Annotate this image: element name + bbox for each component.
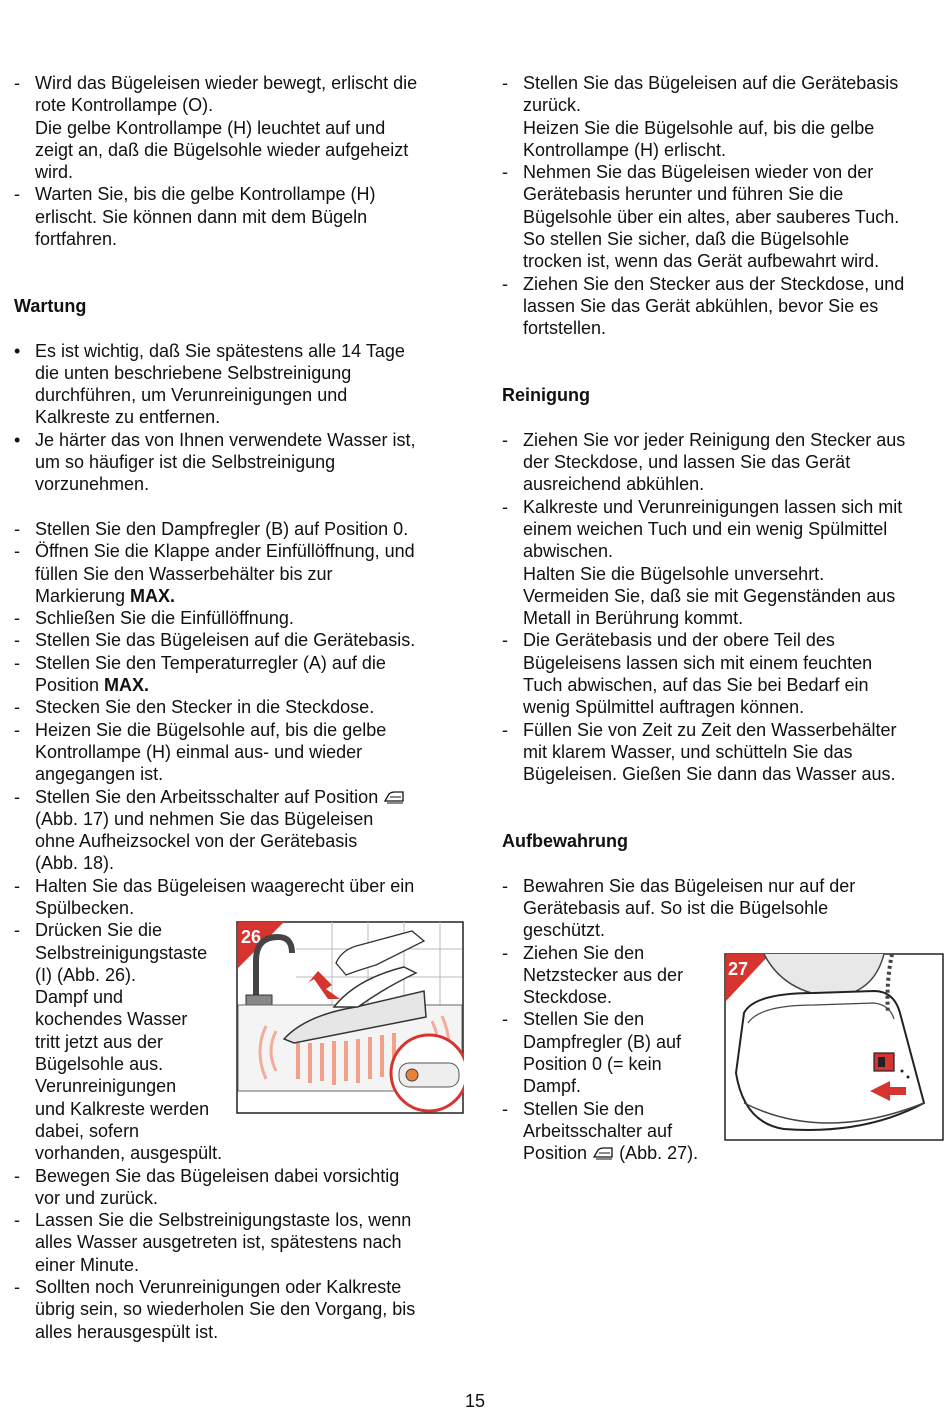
section-heading-aufbewahrung: Aufbewahrung [502,831,628,852]
page-number: 15 [464,1391,486,1411]
text-line: lassen Sie das Gerät abkühlen, bevor Sie es [523,295,879,316]
dash-marker: - [502,1009,508,1030]
text-line: Selbstreinigungstaste [35,942,208,963]
bold-text: MAX. [104,675,150,696]
text-span: Position [523,1143,588,1164]
dash-marker: - [502,630,508,651]
text-line: dabei, sofern [35,1120,140,1141]
list-item [14,875,472,920]
list-item [502,875,946,942]
list-item [14,1276,472,1343]
text-line: Metall in Berührung kommt. [523,608,744,629]
text-line: Drücken Sie die [35,920,163,941]
dash-marker: - [14,518,20,539]
text-line: die unten beschriebene Selbstreinigung [35,362,352,383]
text-line: Füllen Sie von Zeit zu Zeit den Wasserbehälter [523,719,897,740]
text-line: Bügeleisen. Gießen Sie dann das Wasser aus. [523,764,896,785]
text-line: übrig sein, so wiederholen Sie den Vorgang, bis [35,1299,416,1320]
text-line: Ziehen Sie den [523,942,645,963]
bullet-marker: • [14,340,21,361]
text-line: zeigt an, daß die Bügelsohle wieder aufgeheizt [35,139,409,160]
text-line: Die gelbe Kontrollampe (H) leuchtet auf und [35,117,386,138]
text-line [35,786,472,808]
text-line: wird. [35,162,74,183]
dash-marker: - [14,184,20,205]
text-line: ausreichend abkühlen. [523,474,705,495]
text-line: (Abb. 18). [35,853,115,874]
text-line: Heizen Sie die Bügelsohle auf, bis die gelbe [523,117,875,138]
dash-marker: - [14,652,20,673]
left-column [14,72,472,1343]
list-item [14,1209,472,1276]
dash-marker: - [14,73,20,93]
text-line: Stellen Sie den Temperaturregler (A) auf die [35,652,386,673]
figure-27-number: 27 [728,959,749,979]
text-line: füllen Sie den Wasserbehälter bis zur [35,563,333,584]
dash-marker: - [502,429,508,450]
text-line: Kontrollampe (H) einmal aus- und wieder [35,741,363,762]
text-line: Vermeiden Sie, daß sie mit Gegenständen aus [523,585,896,606]
list-item [14,607,472,629]
text-line: Bügelsohle aus. [35,1054,164,1075]
dash-marker: - [502,875,508,896]
text-line: Warten Sie, bis die gelbe Kontrollampe (H) [35,184,376,205]
dash-marker: - [14,541,20,562]
dash-marker: - [14,786,20,807]
text-line: fortfahren. [35,229,118,250]
text-line: Arbeitsschalter auf [523,1120,673,1141]
text-line: fortstellen. [523,318,607,339]
text-line: trocken ist, wenn das Gerät aufbewahrt wird. [523,251,880,272]
dash-marker: - [14,875,20,896]
text-line: Je härter das von Ihnen verwendete Wasser ist, [35,429,416,450]
text-line: Steckdose. [523,987,613,1008]
text-line: Netzstecker aus der [523,964,684,985]
text-line: abwischen. [523,541,614,562]
text-line: Bügeleisens lassen sich mit einem feuchten [523,652,873,673]
dash-marker: - [502,162,508,183]
text-line [523,1142,946,1164]
text-line: Ziehen Sie den Stecker aus der Steckdose, und [523,273,905,294]
text-line [35,585,472,607]
text-line: Sollten noch Verunreinigungen oder Kalkreste [35,1277,402,1298]
text-line: Spülbecken. [35,897,135,918]
text-line: Dampf. [523,1076,582,1097]
section-heading-wartung: Wartung [14,295,87,316]
text-line: Halten Sie das Bügeleisen waagerecht über ein [35,875,415,896]
text-line: erlischt. Sie können dann mit dem Bügeln [35,206,368,227]
list-item [502,496,946,630]
text-line: Verunreinigungen [35,1076,177,1097]
text-line: vorzunehmen. [35,474,150,495]
list-item [502,429,946,496]
text-line: (Abb. 17) und nehmen Sie das Bügeleisen [35,808,374,829]
dash-marker: - [14,1277,20,1298]
text-line: Kontrollampe (H) erlischt. [523,139,727,160]
text-line: Öffnen Sie die Klappe ander Einfüllöffnung, und [35,541,415,562]
dash-marker: - [14,608,20,629]
text-line: und Kalkreste werden [35,1098,210,1119]
text-line: wenig Spülmittel auftragen können. [523,697,805,718]
text-line: Schließen Sie die Einfüllöffnung. [35,608,294,629]
dash-marker: - [14,719,20,740]
text-line: einem weichen Tuch und ein wenig Spülmittel [523,518,888,539]
text-line: Gerätebasis auf. So ist die Bügelsohle [523,897,829,918]
bullet-marker: • [14,429,21,450]
text-line: vorhanden, ausgespült. [35,1143,223,1164]
text-line: Wird das Bügeleisen wieder bewegt, erlischt die [35,73,418,93]
bullet-item [14,429,472,496]
dash-marker: - [502,719,508,740]
list-item [14,540,472,607]
dash-marker: - [14,630,20,651]
text-line: Bewahren Sie das Bügeleisen nur auf der [523,875,856,896]
text-span: (Abb. 27). [619,1143,699,1164]
list-item [14,72,472,183]
text-line: So stellen Sie sicher, daß die Bügelsohle [523,229,850,250]
text-line: Stellen Sie den Dampfregler (B) auf Position 0. [35,518,409,539]
text-line: Dampfregler (B) auf [523,1031,682,1052]
list-item [14,1165,472,1210]
text-line: angegangen ist. [35,764,164,785]
text-line: Gerätebasis herunter und führen Sie die [523,184,844,205]
text-span: Markierung [35,585,131,606]
text-line: einer Minute. [35,1254,140,1275]
text-line: tritt jetzt aus der [35,1031,164,1052]
list-item [502,629,946,718]
text-line: Tuch abwischen, auf das Sie bei Bedarf ein [523,675,869,696]
text-line: Heizen Sie die Bügelsohle auf, bis die gelbe [35,719,387,740]
text-line: kochendes Wasser [35,1009,188,1030]
text-line: Dampf und [35,987,124,1008]
dash-marker: - [14,920,20,941]
text-line: mit klarem Wasser, und schütteln Sie das [523,741,853,762]
text-line: Lassen Sie die Selbstreinigungstaste los, wenn [35,1210,412,1231]
text-line: Stellen Sie das Bügeleisen auf die Gerätebasis [523,73,899,93]
text-line: geschützt. [523,920,606,941]
list-item [14,719,472,786]
text-line: Halten Sie die Bügelsohle unversehrt. [523,563,825,584]
list-item [502,161,946,272]
text-line: zurück. [523,95,582,116]
list-item [14,518,472,540]
text-line: Nehmen Sie das Bügeleisen wieder von der [523,162,874,183]
text-line: vor und zurück. [35,1187,159,1208]
text-line: um so häufiger ist die Selbstreinigung [35,452,336,473]
bold-text: MAX. [130,585,176,606]
section-heading-reinigung: Reinigung [502,385,590,406]
figure-27-illustration [724,953,944,1141]
iron-symbol-icon [383,790,405,804]
dash-marker: - [502,942,508,963]
text-line: Es ist wichtig, daß Sie spätestens alle 14 Tage [35,340,405,361]
dash-marker: - [502,1098,508,1119]
list-item [14,696,472,718]
text-span: Position [35,675,105,696]
text-line: Ziehen Sie vor jeder Reinigung den Stecker aus [523,429,906,450]
text-line: Stecken Sie den Stecker in die Steckdose. [35,697,375,718]
text-line: Stellen Sie das Bügeleisen auf die Gerätebasis. [35,630,416,651]
text-line: der Steckdose, und lassen Sie das Gerät [523,452,851,473]
dash-marker: - [14,1165,20,1186]
figure-26-illustration [236,921,464,1114]
list-item [14,629,472,651]
dash-marker: - [14,697,20,718]
list-item [502,273,946,340]
text-line: Die Gerätebasis und der obere Teil des [523,630,835,651]
text-line: ohne Aufheizsockel von der Gerätebasis [35,831,358,852]
dash-marker: - [502,496,508,517]
dash-marker: - [502,273,508,294]
text-span: Stellen Sie den Arbeitsschalter auf Position [35,786,379,807]
text-line: Bügelsohle über ein altes, aber sauberes Tuch. [523,206,900,227]
dash-marker: - [502,73,508,93]
text-line: alles Wasser ausgetreten ist, spätestens nach [35,1232,402,1253]
text-line: Stellen Sie den [523,1009,645,1030]
list-item [14,652,472,697]
text-line: Kalkreste zu entfernen. [35,407,221,428]
text-line: Kalkreste und Verunreinigungen lassen sich mit [523,496,903,517]
text-line: (I) (Abb. 26). [35,964,137,985]
iron-symbol-icon [592,1146,614,1160]
text-line: durchführen, um Verunreinigungen und [35,385,348,406]
list-item [502,72,946,161]
dash-marker: - [14,1210,20,1231]
text-line [35,674,472,696]
text-line: rote Kontrollampe (O). [35,95,214,116]
list-item [14,183,472,250]
text-line: Position 0 (= kein [523,1054,662,1075]
list-item [502,719,946,786]
figure-26-number: 26 [241,927,262,947]
text-line: alles herausgespült ist. [35,1321,219,1342]
list-item [14,786,472,875]
bullet-item [14,340,472,429]
text-line: Stellen Sie den [523,1098,645,1119]
text-line: Bewegen Sie das Bügeleisen dabei vorsichtig [35,1165,400,1186]
